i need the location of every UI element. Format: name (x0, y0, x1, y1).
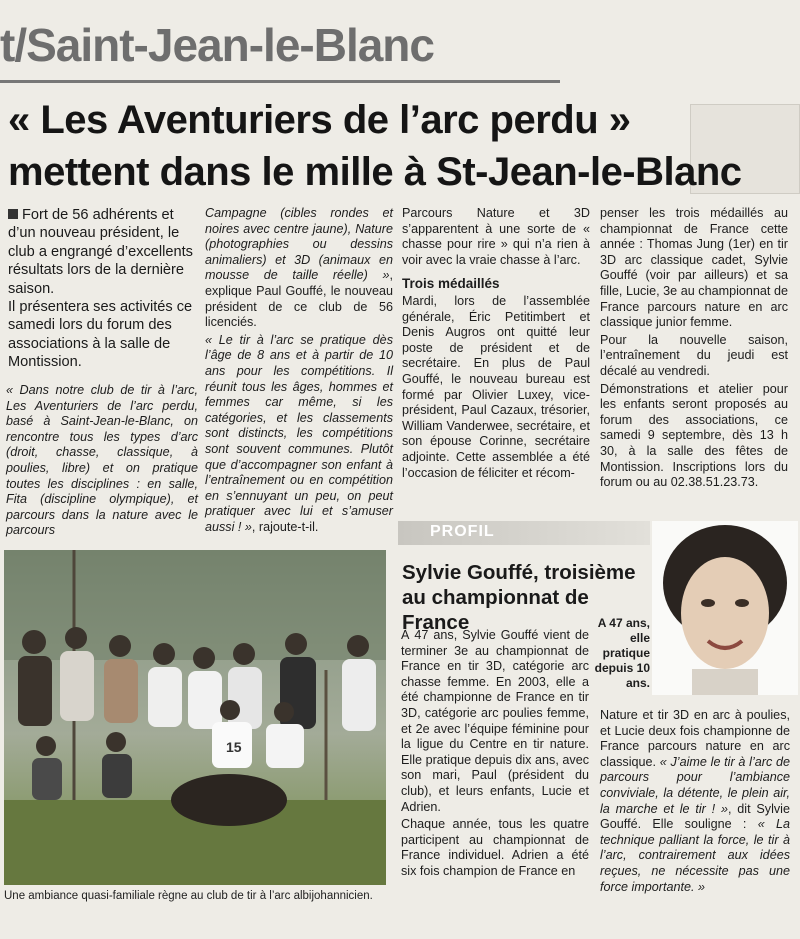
bullet-square-icon (8, 209, 18, 219)
profil-title: Sylvie Gouffé, troisième au championnat de France (402, 561, 636, 634)
body-paragraph: Pour la nouvelle saison, l’entraînement du jeudi est décalé au vendredi. (600, 332, 788, 378)
body-paragraph: « Dans notre club de tir à l’arc, Les Aventuriers de l’arc perdu, basé à Saint-Jean-le-Blanc, on rencontre tous les types d’arc (droit, chasse, classique, à poulies, libre) et on pratique toutes les disciplines : en salle, Fita (discipline olympique), et parcours dans la nature avec le parcours (6, 383, 198, 538)
profil-column-2 (600, 708, 790, 895)
article-column-2 (205, 206, 393, 535)
article-lead (8, 206, 198, 372)
body-paragraph: Parcours Nature et 3D s’apparentent à une sorte de « chasse pour rire » qui n’a rien à voir avec la vraie chasse à l’arc. (402, 206, 590, 267)
section-kicker: t/Saint-Jean-le-Blanc (0, 19, 434, 71)
article-headline (8, 94, 798, 198)
group-photo-illustration (4, 550, 386, 885)
article-column-4 (600, 206, 788, 491)
body-paragraph: Campagne (cibles rondes et noires avec centre jaune), Nature (photographies ou dessins animaliers) et 3D (animaux en mousse de taille réelle) », explique Paul Gouffé, le nouveau président de ce club de 56 licenciés. (205, 206, 393, 330)
club-group-photo (4, 550, 386, 885)
body-paragraph: penser les trois médaillés au championnat de France cette année : Thomas Jung (1er) en tir 3D arc classique cadet, Sylvie Gouffé (voir par ailleurs) et sa fille, Lucie, 3e au championnat de France parcours nature en arc classique junior femme. (600, 206, 788, 330)
body-paragraph: À 47 ans, Sylvie Gouffé vient de terminer 3e au championnat de France en tir 3D, catégorie arc chasse femme. En 2003, elle a été championne de France en tir 3D, catégorie arc poulies femme, et 2e avec l’équipe féminine pour la ligue du Centre en tir nature. Elle pratique depuis dix ans, avec son mari, Paul (président du club), et leurs enfants, Lucie et Adrien. (401, 628, 589, 814)
shirt-number: 15 (226, 739, 242, 755)
headline-line-2: mettent dans le mille à St-Jean-le-Blanc (8, 150, 742, 194)
body-paragraph: Nature et tir 3D en arc à poulies, et Lucie deux fois championne de France parcours nature en arc classique. « J’aime le tir à l’arc de parcours pour l’ambiance conviviale, la détente, le plein air, la marche et le tir ! », dit Sylvie Gouffé. Elle souligne : « La technique palliant la force, le tir à l’arc, contrairement aux idées reçues, ne nécessite pas une force importante. » (600, 708, 790, 894)
portrait-illustration (652, 521, 798, 695)
lead-paragraph-2: Il présentera ses activités ce samedi lors du forum des associations à la salle de Montission. (8, 299, 193, 371)
lead-paragraph-1: Fort de 56 adhérents et d’un nouveau président, le club a engrangé d’excellents résultats lors de la dernière saison. (8, 207, 193, 297)
portrait-photo (652, 521, 798, 695)
profil-label: PROFIL (430, 523, 495, 540)
body-paragraph: Démonstrations et atelier pour les enfants seront proposés au forum des associations, ce samedi 9 septembre, dès 13 h 30, à la salle des fêtes de Montission. Inscriptions lors du forum ou au 02.38.51.23.73. (600, 381, 788, 490)
article-column-1 (6, 383, 198, 539)
profil-column-1 (401, 628, 589, 880)
headline-line-1: « Les Aventuriers de l’arc perdu » (8, 98, 631, 142)
photo-caption: Une ambiance quasi-familiale règne au club de tir à l’arc albijohannicien. (4, 890, 373, 902)
section-subhead: Trois médaillés (402, 276, 500, 292)
body-paragraph: Chaque année, tous les quatre participent au championnat de France individuel. Adrien a été six fois champion de France en (401, 817, 589, 878)
kicker-rule (0, 80, 560, 83)
profil-pull-quote: A 47 ans, elle pratique depuis 10 ans. (594, 616, 650, 690)
article-column-3 (402, 206, 590, 481)
body-paragraph: Mardi, lors de l’assemblée générale, Éric Petitimbert et Denis Augros ont quitté leur poste de président et de secrétaire. En plus de Paul Gouffé, le nouveau bureau est formé par Olivier Luxey, vice-président, Paul Cazaux, trésorier, William Vanderwee, secrétaire, et son épouse Corinne, secrétaire adjointe. Cette assemblée a été l’occasion de féliciter et récom- (402, 293, 590, 480)
body-paragraph: « Le tir à l’arc se pratique dès l’âge de 8 ans et à partir de 10 ans pour les compétitions. Il réunit tous les âges, hommes et femmes car même, si les catégories, et les classements sont distincts, les compétitions sont souvent communes. Plutôt que d’accompagner son enfant à l’entraînement ou en compétition en s’ennuyant un peu, on peut pratiquer avec lui et s’amuser aussi ! », rajoute-t-il. (205, 332, 393, 534)
